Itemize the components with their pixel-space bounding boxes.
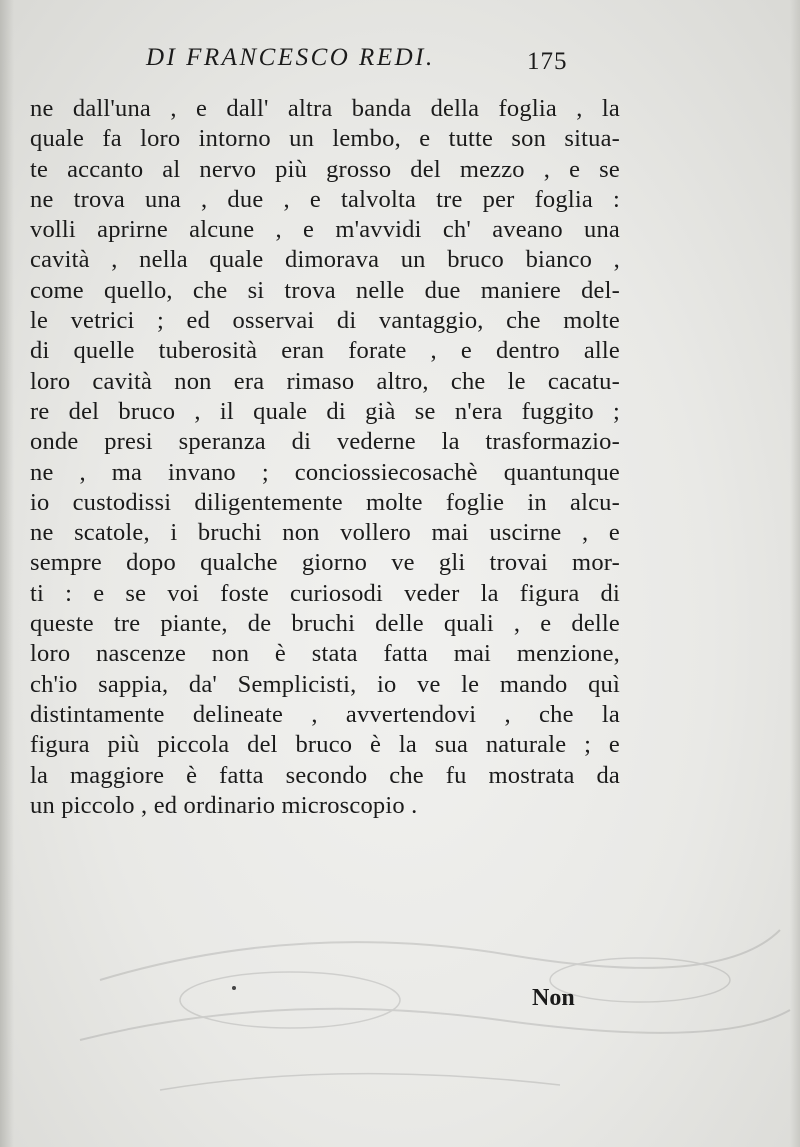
text-line: figura più piccola del bruco è la sua naturale ; e: [30, 731, 620, 759]
catchword: Non: [532, 985, 575, 1011]
text-line: io custodissi diligentemente molte foglie in alcu-: [30, 488, 620, 516]
text-line: re del bruco , il quale di già se n'era fuggito ;: [30, 397, 620, 425]
text-line: loro cavità non era rimaso altro, che le cacatu-: [30, 367, 620, 395]
text-line: loro nascenze non è stata fatta mai menzione,: [30, 640, 620, 668]
text-line: di quelle tuberosità eran forate , e dentro alle: [30, 337, 620, 365]
text-line: quale fa loro intorno un lembo, e tutte son situa-: [30, 125, 620, 153]
page-number: 175: [527, 48, 568, 75]
page-left-shadow: [0, 0, 14, 1147]
text-line: la maggiore è fatta secondo che fu mostrata da: [30, 761, 620, 789]
text-line: cavità , nella quale dimorava un bruco bianco ,: [30, 246, 620, 274]
text-line: te accanto al nervo più grosso del mezzo , e se: [30, 155, 620, 183]
text-line: come quello, che si trova nelle due maniere del-: [30, 276, 620, 304]
running-head: DI FRANCESCO REDI.: [146, 44, 435, 71]
text-line: ch'io sappia, da' Semplicisti, io ve le mando quì: [30, 670, 620, 698]
text-line: ti : e se voi foste curiosodi veder la figura di: [30, 579, 620, 607]
page-header: [0, 40, 800, 80]
text-line: distintamente delineate , avvertendovi , che la: [30, 700, 620, 728]
text-line: onde presi speranza di vederne la trasformazio-: [30, 428, 620, 456]
text-line: volli aprirne alcune , e m'avvidi ch' aveano una: [30, 216, 620, 244]
page-right-shadow: [790, 0, 800, 1147]
text-line: sempre dopo qualche giorno ve gli trovai mor-: [30, 549, 620, 577]
ink-dot: [232, 986, 236, 990]
text-line: ne , ma invano ; conciossiecosachè quantunque: [30, 458, 620, 486]
text-line: queste tre piante, de bruchi delle quali , e delle: [30, 610, 620, 638]
text-line: le vetrici ; ed osservai di vantaggio, che molte: [30, 307, 620, 335]
body-text: [30, 94, 620, 821]
text-line: ne dall'una , e dall' altra banda della foglia , la: [30, 95, 620, 122]
text-line: un piccolo , ed ordinario microscopio .: [30, 791, 418, 819]
text-line: ne scatole, i bruchi non vollero mai uscirne , e: [30, 519, 620, 547]
text-line: ne trova una , due , e talvolta tre per foglia :: [30, 185, 620, 213]
show-through-engraving: [40, 860, 800, 1147]
